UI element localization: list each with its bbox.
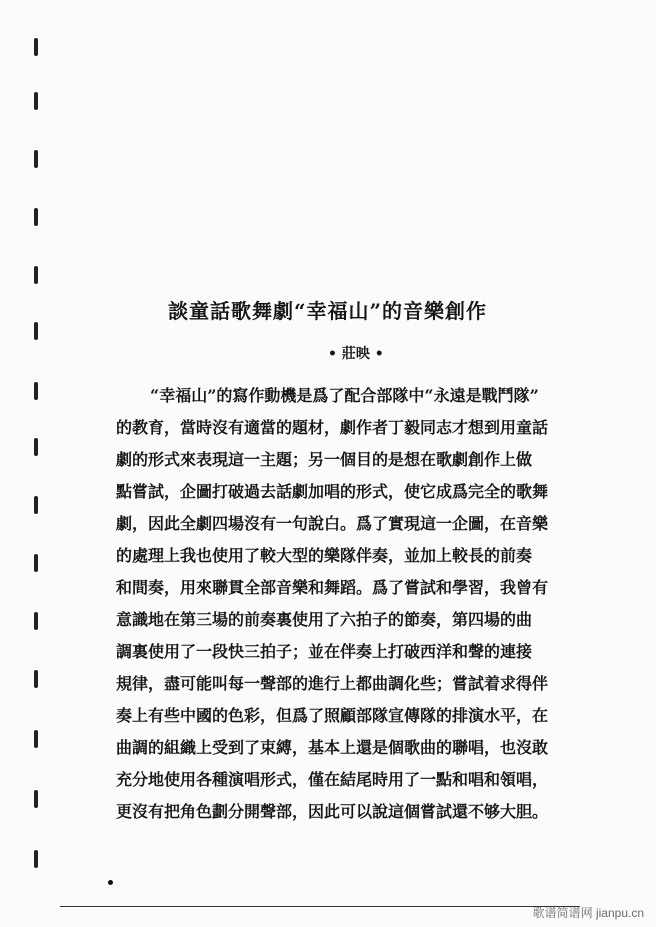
body-line: 劇的形式來表現這一主題；另一個目的是想在歌劇創作上做: [116, 450, 533, 469]
body-line: 奏上有些中國的色彩，但爲了照顧部隊宣傳隊的排演水平，在: [116, 706, 549, 725]
body-line: 規律，盡可能叫每一聲部的進行上都曲調化些；嘗試着求得伴: [116, 674, 549, 693]
binding-mark: [34, 322, 38, 340]
body-line: “幸福山”的寫作動機是爲了配合部隊中“永遠是戰鬥隊”: [150, 386, 539, 405]
article-body: [116, 380, 616, 828]
binding-mark: [34, 554, 38, 572]
ink-dot: [108, 880, 113, 885]
binding-mark: [34, 612, 38, 630]
body-line: 的處理上我也使用了較大型的樂隊伴奏，並加上較長的前奏: [116, 546, 533, 565]
binding-mark: [34, 670, 38, 688]
binding-marks: [34, 30, 54, 890]
body-line: 劇，因此全劇四場沒有一句說白。爲了實現這一企圖，在音樂: [116, 514, 549, 533]
bottom-rule: [60, 906, 580, 907]
binding-mark: [34, 730, 38, 748]
body-line: 曲調的組織上受到了束縛，基本上還是個歌曲的聯唱，也沒敢: [116, 738, 549, 757]
binding-mark: [34, 438, 38, 456]
binding-mark: [34, 92, 38, 110]
body-line: 充分地使用各種演唱形式，僅在結尾時用了一點和唱和領唱，: [116, 770, 549, 789]
body-line: 意識地在第三場的前奏裏使用了六拍子的節奏，第四場的曲: [116, 610, 533, 629]
binding-mark: [34, 150, 38, 168]
binding-mark: [34, 382, 38, 400]
body-line: 和間奏，用來聯貫全部音樂和舞蹈。爲了嘗試和學習，我曾有: [116, 578, 549, 597]
binding-mark: [34, 790, 38, 808]
binding-mark: [34, 850, 38, 868]
binding-mark: [34, 208, 38, 226]
body-line: 的教育，當時沒有適當的題材，劇作者丁毅同志才想到用童話: [116, 418, 549, 437]
site-watermark: 歌谱简谱网 jianpu.cn: [532, 906, 644, 920]
article-title: 談童話歌舞劇“幸福山”的音樂創作: [168, 299, 488, 323]
body-line: 調裏使用了一段快三拍子；並在伴奏上打破西洋和聲的連接: [116, 642, 533, 661]
binding-mark: [34, 38, 38, 56]
binding-mark: [34, 496, 38, 514]
body-line: 點嘗試，企圖打破過去話劇加唱的形式，使它成爲完全的歌舞: [116, 482, 549, 501]
body-line: 更沒有把角色劃分開聲部，因此可以說這個嘗試還不够大胆。: [116, 802, 549, 821]
binding-mark: [34, 266, 38, 284]
author-name: • 莊映 •: [328, 346, 384, 362]
